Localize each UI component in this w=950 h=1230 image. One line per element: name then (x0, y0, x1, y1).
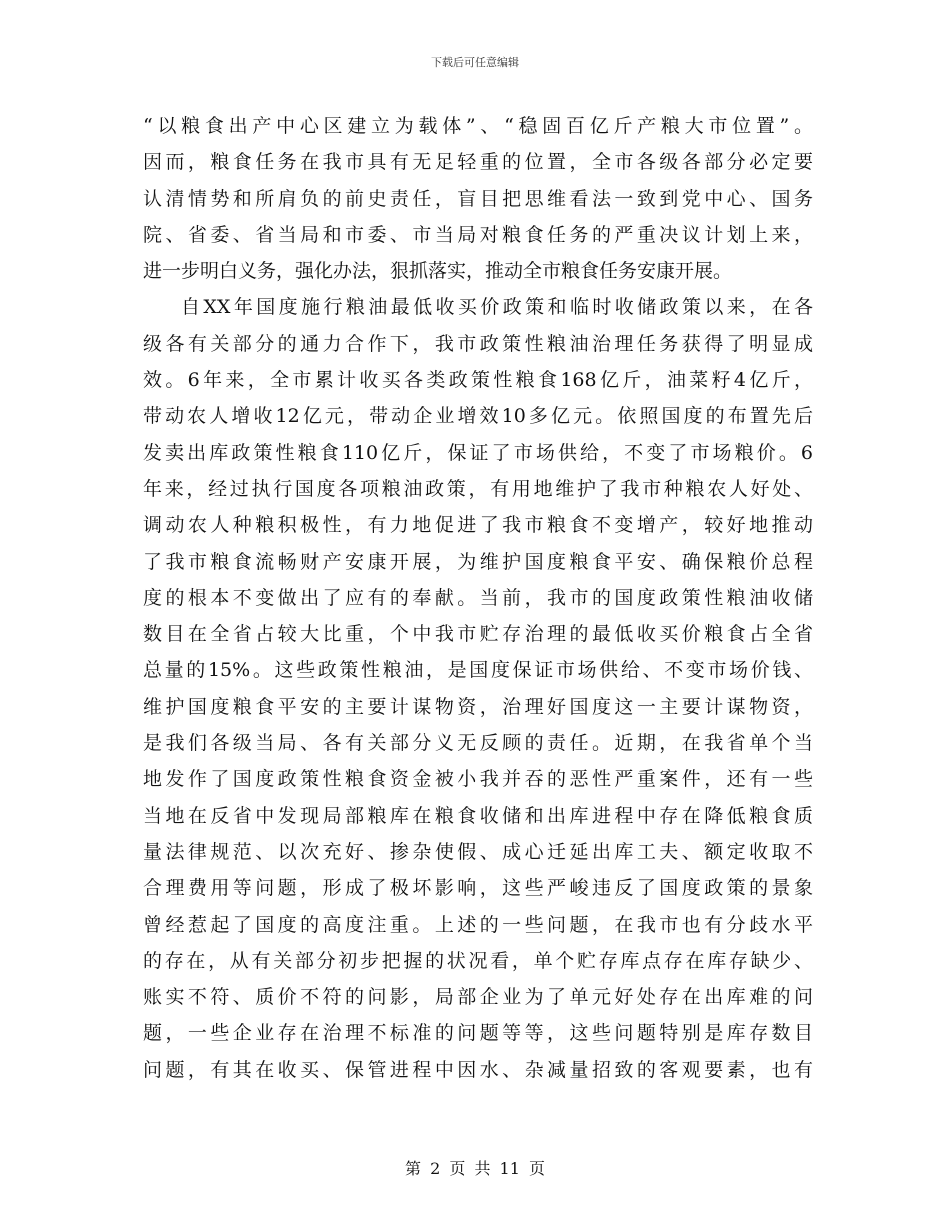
text-line: 带动农人增收12亿元，带动企业增效10多亿元。依照国度的布置先后 (143, 405, 813, 428)
text-line: 量法律规范、以次充好、掺杂使假、成心迁延出库工夫、额定收取不 (143, 840, 813, 863)
text-line: 总量的15%。这些政策性粮油，是国度保证市场供给、不变市场价钱、 (143, 659, 813, 682)
paragraph-first-line: 自XX年国度施行粮油最低收买价政策和临时收储政策以来，在各 (181, 296, 813, 319)
text-line: 院、省委、省当局和市委、市当局对粮食任务的严重决议计划上来， (143, 223, 813, 246)
text-line: 的存在，从有关部分初步把握的状况看，单个贮存库点存在库存缺少、 (143, 949, 813, 972)
page-header: 下载后可任意编辑 (431, 56, 519, 69)
text-line: “以粮食出产中心区建立为载体”、“稳固百亿斤产粮大市位置”。 (143, 115, 813, 137)
text-line: 了我市粮食流畅财产安康开展，为维护国度粮食平安、确保粮价总程 (143, 550, 813, 573)
text-line: 曾经惹起了国度的高度注重。上述的一些问题，在我市也有分歧水平 (143, 913, 813, 936)
text-line: 数目在全省占较大比重，个中我市贮存治理的最低收买价粮食占全省 (143, 623, 813, 646)
text-line: 维护国度粮食平安的主要计谋物资，治理好国度这一主要计谋物资， (143, 695, 813, 718)
body-text (143, 108, 813, 1088)
text-line: 进一步明白义务，强化办法，狠抓落实，推动全市粮食任务安康开展。 (143, 260, 733, 283)
text-line: 调动农人种粮积极性，有力地促进了我市粮食不变增产，较好地推动 (143, 514, 813, 537)
text-line: 度的根本不变做出了应有的奉献。当前，我市的国度政策性粮油收储 (143, 586, 813, 609)
text-line: 题，一些企业存在治理不标准的问题等等，这些问题特别是库存数目 (143, 1022, 813, 1045)
text-line: 是我们各级当局、各有关部分义无反顾的责任。近期，在我省单个当 (143, 732, 813, 755)
text-line: 地发作了国度政策性粮食资金被小我并吞的恶性严重案件，还有一些 (143, 768, 813, 791)
text-line: 合理费用等问题，形成了极坏影响，这些严峻违反了国度政策的景象 (143, 877, 813, 900)
page-footer: 第 2 页 共 11 页 (405, 1159, 545, 1178)
text-line: 年来，经过执行国度各项粮油政策，有用地维护了我市种粮农人好处、 (143, 477, 813, 500)
text-line: 效。6年来，全市累计收买各类政策性粮食168亿斤，油菜籽4亿斤， (143, 369, 813, 392)
text-line: 发卖出库政策性粮食110亿斤，保证了市场供给，不变了市场粮价。6 (143, 441, 813, 464)
text-line: 当地在反省中发现局部粮库在粮食收储和出库进程中存在降低粮食质 (143, 804, 813, 827)
text-line: 因而，粮食任务在我市具有无足轻重的位置，全市各级各部分必定要 (143, 151, 813, 174)
text-line: 账实不符、质价不符的问影，局部企业为了单元好处存在出库难的问 (143, 986, 813, 1009)
text-line: 级各有关部分的通力合作下，我市政策性粮油治理任务获得了明显成 (143, 332, 813, 355)
text-line: 认清情势和所肩负的前史责任，盲目把思维看法一致到党中心、国务 (143, 187, 813, 210)
text-line: 问题，有其在收买、保管进程中因水、杂减量招致的客观要素，也有 (143, 1058, 813, 1081)
